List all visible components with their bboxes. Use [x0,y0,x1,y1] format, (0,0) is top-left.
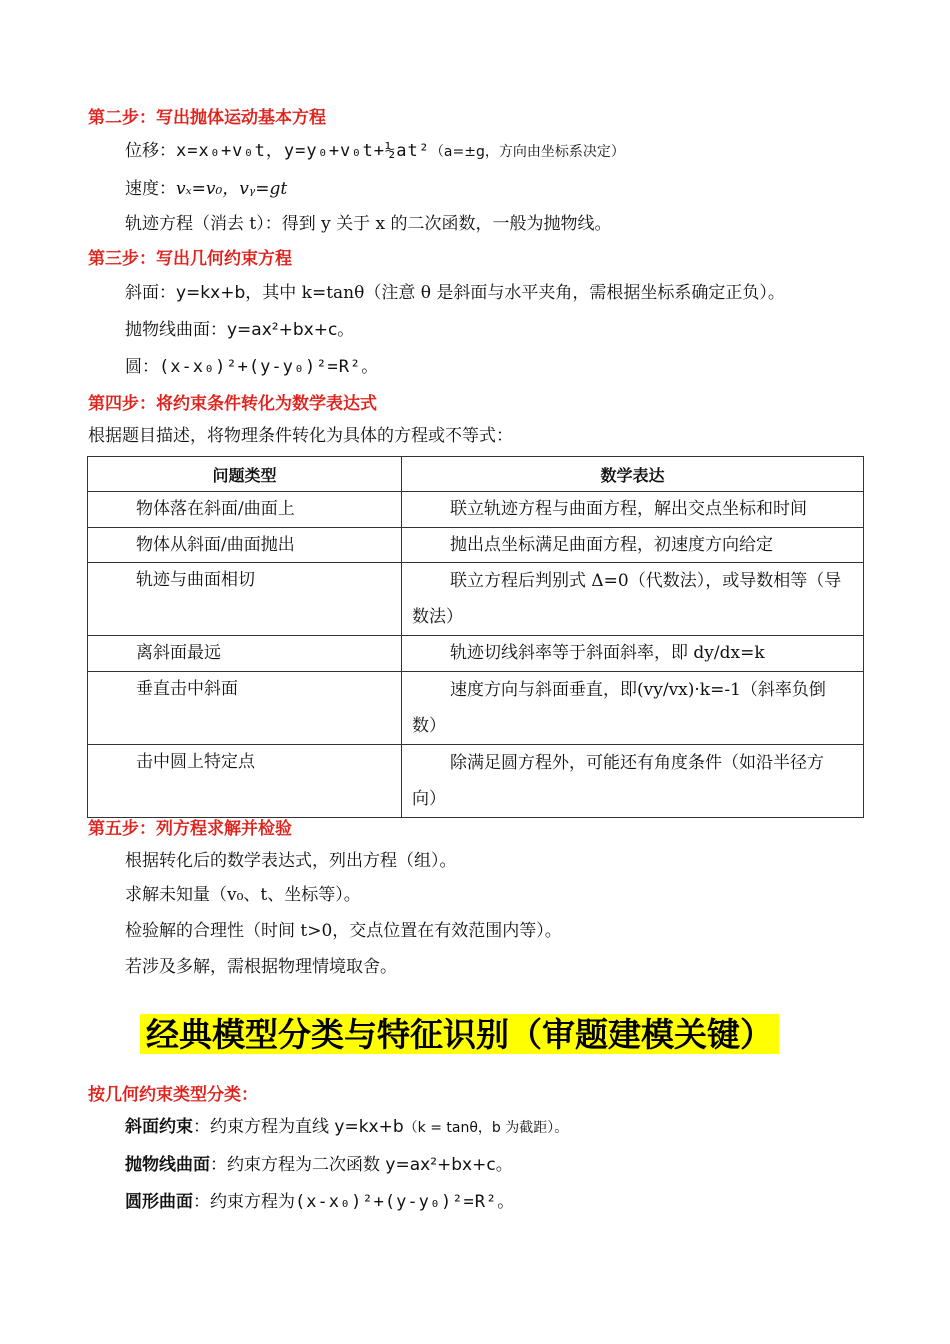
step2-trajectory-line: 轨迹方程（消去 t）：得到 y 关于 x 的二次函数，一般为抛物线。 [125,214,612,234]
step5-line-2: 求解未知量（v₀、t、坐标等）。 [125,885,361,905]
item-note: 。 [497,1192,515,1212]
step3-incline-line [125,281,785,305]
cell-expression: 除满足圆方程外，可能还有角度条件（如沿半径方向） [402,745,864,818]
label: 抛物线曲面： [125,320,227,340]
step3-circle-line [125,355,378,379]
item-note: 。 [495,1155,513,1175]
cell-type: 击中圆上特定点 [88,745,402,818]
step2-displacement-line [125,139,625,164]
model-item-circle [125,1190,514,1214]
label: 斜面： [125,283,176,303]
item-formula: y=kx+b [334,1117,404,1137]
section-title-highlight: 经典模型分类与特征识别（审题建模关键） [140,1014,779,1054]
step5-line-4: 若涉及多解，需根据物理情境取舍。 [125,957,397,977]
step5-line-3: 检验解的合理性（时间 t>0，交点位置在有效范围内等）。 [125,921,562,941]
cell-expression: 速度方向与斜面垂直，即(vy/vx)·k=-1（斜率负倒数） [402,672,864,745]
formula: vₓ=v₀，vᵧ=gt [176,179,288,199]
label: 速度： [125,179,176,199]
model-item-parabola [125,1153,513,1177]
label: 圆： [125,357,159,377]
table-row [88,492,864,528]
step5-heading: 第五步：列方程求解并检验 [88,819,292,839]
note: （a=±g，方向由坐标系决定） [429,144,625,160]
item-formula: y=ax²+bx+c [385,1155,496,1175]
formula: y=ax²+bx+c [227,320,338,340]
header-problem-type: 问题类型 [88,457,402,492]
step5-line-1: 根据转化后的数学表达式，列出方程（组）。 [125,851,457,871]
end: 。 [337,320,355,340]
cell-expression: 轨迹切线斜率等于斜面斜率，即 dy/dx=k [402,636,864,672]
header-math-expression: 数学表达 [402,457,864,492]
table-row [88,528,864,563]
table-row [88,672,864,745]
condition-table [87,456,864,818]
table-row [88,745,864,818]
step2-heading: 第二步：写出抛体运动基本方程 [88,108,326,128]
item-label: 抛物线曲面 [125,1155,210,1175]
step4-heading: 第四步：将约束条件转化为数学表达式 [88,394,377,414]
item-formula: (x-x₀)²+(y-y₀)²=R² [295,1192,498,1212]
text: ，其中 k=tanθ（注意 θ 是斜面与水平夹角，需根据坐标系确定正负）。 [245,283,785,303]
cell-type: 物体落在斜面/曲面上 [88,492,402,528]
model-item-incline [125,1115,568,1140]
end: 。 [361,357,379,377]
section-subheading: 按几何约束类型分类： [88,1085,258,1105]
cell-type: 离斜面最远 [88,636,402,672]
item-label: 斜面约束 [125,1117,193,1137]
item-text: ：约束方程为 [193,1192,295,1212]
item-text: ：约束方程为二次函数 [210,1155,386,1175]
cell-type: 轨迹与曲面相切 [88,563,402,636]
item-note: （k = tanθ，b 为截距）。 [403,1120,569,1136]
formula: x=x₀+v₀t，y=y₀+v₀t+½at² [176,141,430,161]
step2-velocity-line [125,177,287,201]
table-row [88,563,864,636]
step3-parabola-line [125,318,354,342]
cell-type: 垂直击中斜面 [88,672,402,745]
table-row [88,636,864,672]
cell-type: 物体从斜面/曲面抛出 [88,528,402,563]
formula: y=kx+b [176,283,246,303]
step4-intro: 根据题目描述，将物理条件转化为具体的方程或不等式： [88,426,513,446]
cell-expression: 抛出点坐标满足曲面方程，初速度方向给定 [402,528,864,563]
cell-expression: 联立轨迹方程与曲面方程，解出交点坐标和时间 [402,492,864,528]
item-label: 圆形曲面 [125,1192,193,1212]
formula: (x-x₀)²+(y-y₀)²=R² [159,357,362,377]
label: 位移： [125,141,176,161]
item-text: ：约束方程为直线 [193,1117,335,1137]
table-header-row [88,457,864,492]
step3-heading: 第三步：写出几何约束方程 [88,249,292,269]
cell-expression: 联立方程后判别式 Δ=0（代数法），或导数相等（导数法） [402,563,864,636]
